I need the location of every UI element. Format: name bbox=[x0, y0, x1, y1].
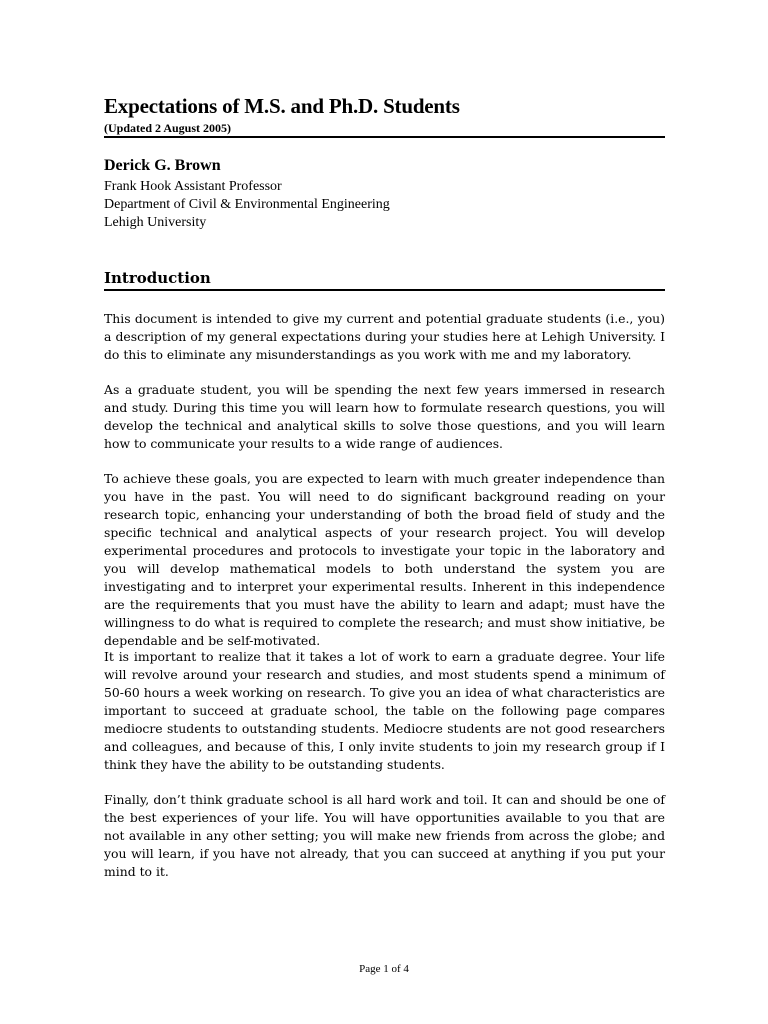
paragraph: It is important to realize that it takes a lot of work to earn a graduate degree. Your life will revolve around your research and studies, and most students spend a minimum of 50-60 hours a week working on research. To give you an idea of what characteristics are important to succeed at graduate school, the table on the following page compares mediocre students to outstanding students. Mediocre students are not good researchers and colleagues, and because of this, I only invite students to join my research group if I think they have the ability to be outstanding students. bbox=[104, 649, 665, 772]
title-divider bbox=[104, 136, 665, 138]
section-heading: Introduction bbox=[104, 269, 211, 287]
paragraph: Finally, don’t think graduate school is all hard work and toil. It can and should be one of the best experiences of your life. You will have opportunities available to you that are not available in any other setting; you will make new friends from across the globe; and you will learn, if you have not already, that you can succeed at anything if you put your mind to it. bbox=[104, 792, 665, 879]
author-department: Department of Civil & Environmental Engineering bbox=[104, 197, 390, 212]
author-name: Derick G. Brown bbox=[104, 157, 221, 174]
author-position: Frank Hook Assistant Professor bbox=[104, 179, 282, 194]
paragraph: This document is intended to give my current and potential graduate students (i.e., you) a description of my general expectations during your studies here at Lehigh University. I do this to eliminate any misunderstandings as you work with me and my laboratory. bbox=[104, 311, 665, 362]
page-number: Page 1 of 4 bbox=[359, 963, 409, 975]
updated-date: (Updated 2 August 2005) bbox=[104, 121, 232, 135]
section-divider bbox=[104, 289, 665, 291]
author-university: Lehigh University bbox=[104, 215, 207, 230]
document-title: Expectations of M.S. and Ph.D. Students bbox=[104, 94, 460, 118]
paragraph: As a graduate student, you will be spending the next few years immersed in research and study. During this time you will learn how to formulate research questions, you will develop the technical and analytical skills to solve those questions, and you will learn how to communicate your results to a wide range of audiences. bbox=[104, 382, 665, 451]
paragraph: To achieve these goals, you are expected to learn with much greater independence than you have in the past. You will need to do significant background reading on your research topic, enhancing your understanding of both the broad field of study and the specific technical and analytical aspects of your research project. You will develop experimental procedures and protocols to investigate your topic in the laboratory and you will develop mathematical models to both understand the system you are investigating and to interpret your experimental results. Inherent in this independence are the requirements that you must have the ability to learn and adapt; must have the willingness to do what is required to complete the research; and must show initiative, be dependable and be self-motivated. bbox=[104, 471, 665, 648]
